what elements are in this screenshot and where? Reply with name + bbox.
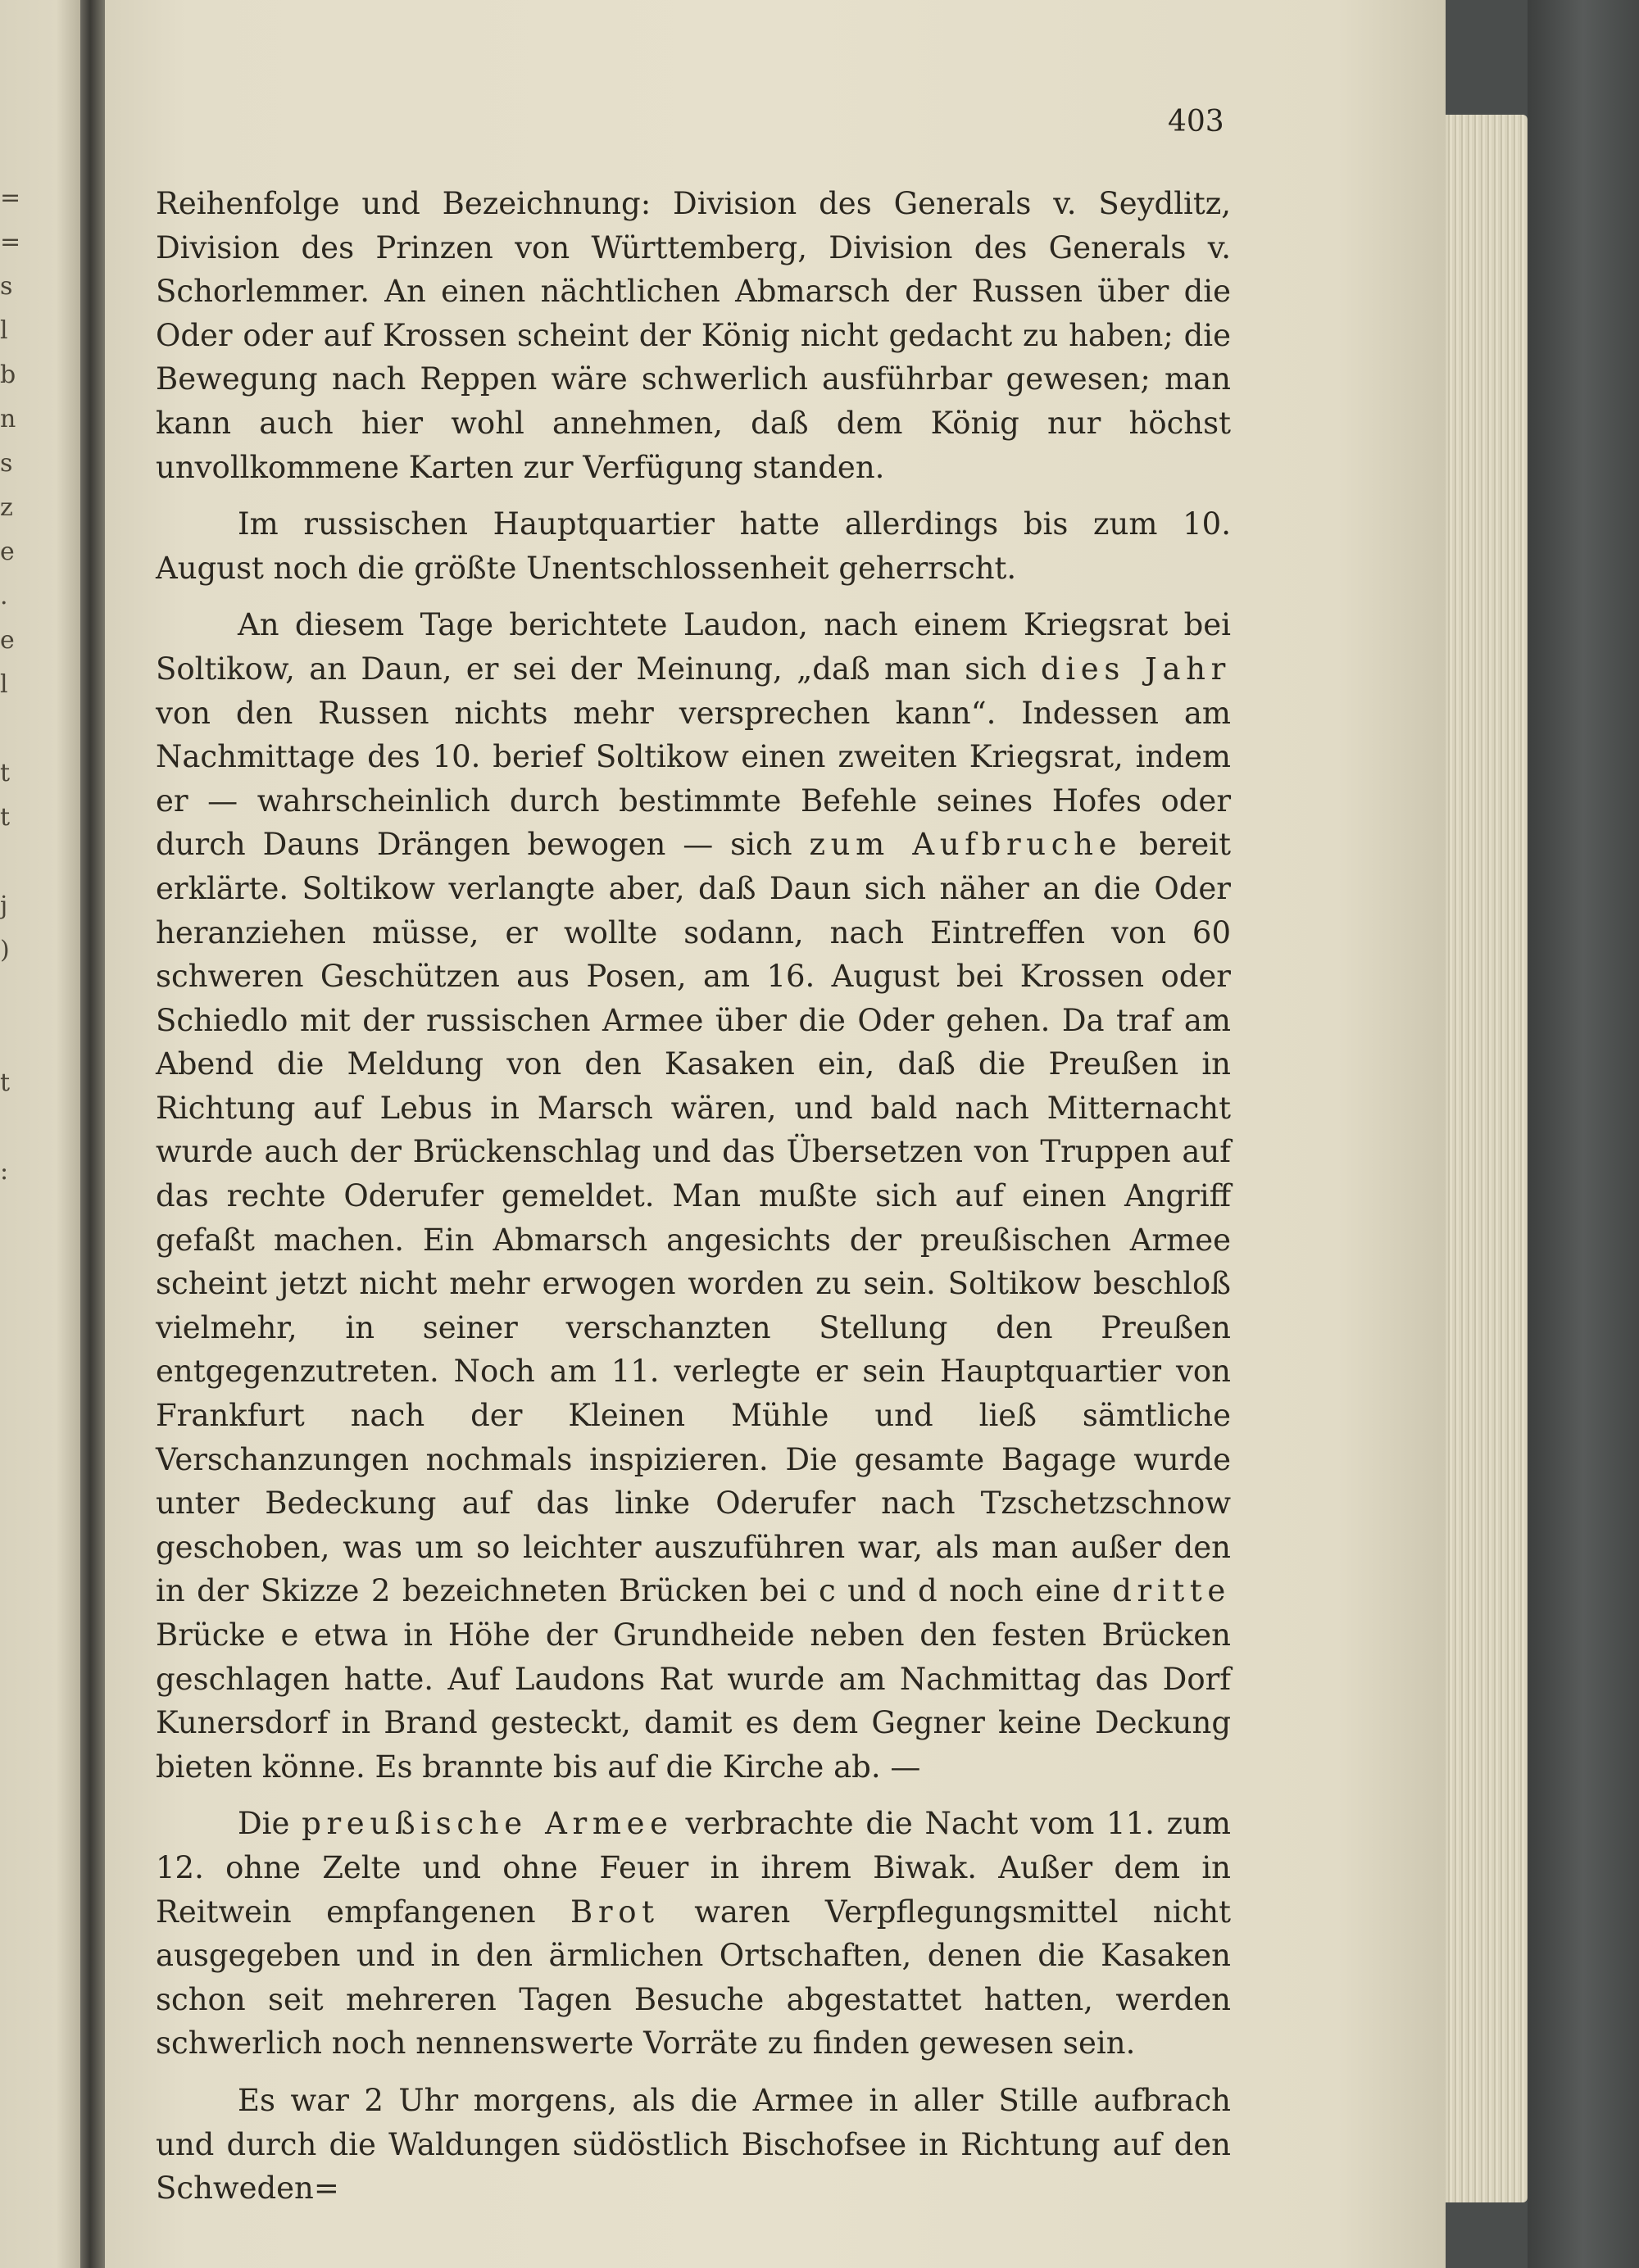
- left-page-edge: [0, 0, 80, 2268]
- text-segment: waren Verpflegungsmittel nicht ausgegeben und in den ärmlichen Ortschaften, denen die Kasaken schon seit mehreren Tagen Besuche abgestattet hatten, werden schwerlich noch nennenswerte Vorräte zu finden gewesen sein.: [156, 1894, 1231, 2062]
- spaced-emphasis: Brot: [570, 1894, 660, 1930]
- page-number: 403: [1168, 105, 1224, 138]
- book-gutter: [80, 0, 105, 2268]
- text-segment: von den Russen nichts mehr versprechen kann“. Indessen am Nachmittage des 10. berief Soltikow einen zweiten Kriegsrat, indem er — wahrscheinlich durch bestimmte Befehle seines Hofes oder durch Dauns Drängen bewogen — sich: [156, 695, 1231, 863]
- text-segment: Reihenfolge und Bezeichnung: Division des Generals v. Seydlitz, Division des Prinzen von Württemberg, Division des Generals v. Schorlemmer. An einen nächtlichen Abmarsch der Russen über die Oder oder auf Krossen scheint der König nicht gedacht zu haben; die Bewegung nach Reppen wäre schwerlich ausführbar gewesen; man kann auch hier wohl annehmen, daß dem König nur höchst unvollkommene Karten zur Verfügung standen.: [156, 186, 1231, 485]
- paragraph-2: [156, 502, 1231, 590]
- text-segment: verbrachte die Nacht vom 11. zum 12. ohne Zelte und ohne Feuer in ihrem Biwak. Außer dem in Reitwein empfangenen: [156, 1806, 1231, 1930]
- text-segment: An diesem Tage berichtete Laudon, nach einem Kriegsrat bei Soltikow, an Daun, er sei der Meinung, „daß man sich: [156, 607, 1231, 687]
- left-page-edge-text: = = s l b n s z e . e l t t j ) t :: [0, 184, 21, 1186]
- spaced-emphasis: dies Jahr: [1040, 651, 1231, 687]
- paragraph-1: [156, 182, 1231, 489]
- spaced-emphasis: dritte: [1112, 1573, 1231, 1609]
- page-edges: [1446, 115, 1528, 2202]
- spaced-emphasis: preußische Armee: [302, 1806, 674, 1842]
- paragraph-5: [156, 2079, 1231, 2211]
- spaced-emphasis: zum Aufbruche: [809, 827, 1123, 863]
- paragraph-3: [156, 603, 1231, 1789]
- text-segment: bereit erklärte. Soltikow verlangte aber, daß Daun sich näher an die Oder heranziehen müsse, er wollte sodann, nach Eintreffen von 60 schweren Geschützen aus Posen, am 16. August bei Krossen oder Schiedlo mit der russischen Armee über die Oder gehen. Da traf am Abend die Meldung von den Kasaken ein, daß die Preußen in Richtung auf Lebus in Marsch wären, und bald nach Mitternacht wurde auch der Brückenschlag und das Übersetzen von Truppen auf das rechte Oderufer gemeldet. Man mußte sich auf einen Angriff gefaßt machen. Ein Abmarsch angesichts der preußischen Armee scheint jetzt nicht mehr erwogen worden zu sein. Soltikow beschloß vielmehr, in seiner verschanzten Stellung den Preußen entgegenzutreten. Noch am 11. verlegte er sein Hauptquartier von Frankfurt nach der Kleinen Mühle und ließ sämtliche Verschanzungen nochmals inspizieren. Die gesamte Bagage wurde unter Bedeckung auf das linke Oderufer nach Tzschetzschnow geschoben, was um so leichter auszuführen war, als man außer den in der Skizze 2 bezeichneten Brücken bei c und d noch eine: [156, 827, 1231, 1609]
- text-segment: Brücke e etwa in Höhe der Grundheide neben den festen Brücken geschlagen hatte. Auf Laudons Rat wurde am Nachmittag das Dorf Kunersdorf in Brand gesteckt, damit es dem Gegner keine Deckung bieten könne. Es brannte bis auf die Kirche ab. —: [156, 1617, 1231, 1785]
- paragraph-4: [156, 1802, 1231, 2066]
- text-segment: Die: [238, 1806, 302, 1842]
- text-segment: Im russischen Hauptquartier hatte allerdings bis zum 10. August noch die größte Unentschlossenheit geherrscht.: [156, 506, 1231, 586]
- text-segment: Es war 2 Uhr morgens, als die Armee in aller Stille aufbrach und durch die Waldungen südöstlich Bischofsee in Richtung auf den Schweden=: [156, 2082, 1231, 2207]
- body-text: [156, 182, 1231, 2224]
- book-cover: [1528, 0, 1639, 2268]
